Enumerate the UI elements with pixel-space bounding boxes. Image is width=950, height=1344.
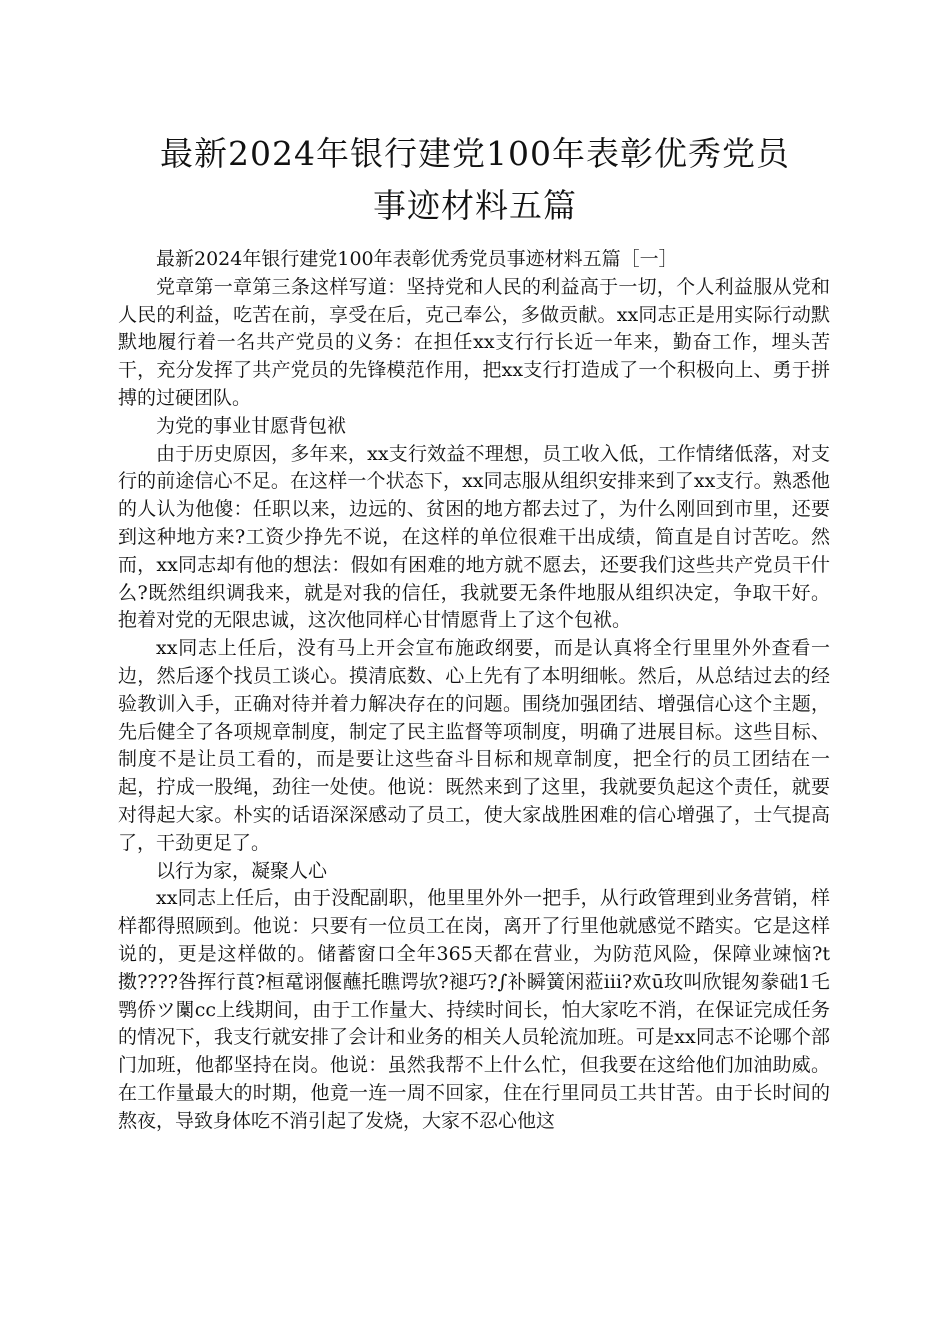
body-paragraph: xx同志上任后，没有马上开会宣布施政纲要，而是认真将全行里里外外查看一边，然后逐个找员工谈心。摸清底数、心上先有了本明细帐。然后，从总结过去的经验教训入手，正确对待并着力解决存在的问题。围绕加强团结、增强信心这个主题，先后健全了各项规章制度，制定了民主监督等项制度，明确了进展目标。这些目标、制度不是让员工看的，而是要让这些奋斗目标和规章制度，把全行的员工团结在一起，拧成一股绳，劲往一处使。他说：既然来到了这里，我就要负起这个责任，就要对得起大家。朴实的话语深深感动了员工，使大家战胜困难的信心增强了，士气提高了，干劲更足了。 xyxy=(118,637,830,854)
section-heading: 以行为家，凝聚人心 xyxy=(156,859,328,882)
body-paragraph: 党章第一章第三条这样写道：坚持党和人民的利益高于一切，个人利益服从党和人民的利益，吃苦在前，享受在后，克己奉公，多做贡献。xx同志正是用实际行动默默地履行着一名共产党员的义务：在担任xx支行行长近一年来，勤奋工作，埋头苦干，充分发挥了共产党员的先锋模范作用，把xx支行打造成了一个积极向上、勇于拼搏的过硬团队。 xyxy=(118,275,830,409)
body-paragraph: 由于历史原因，多年来，xx支行效益不理想，员工收入低，工作情绪低落，对支行的前途信心不足。在这样一个状态下，xx同志服从组织安排来到了xx支行。熟悉他的人认为他傻：任职以来，边远的、贫困的地方都去过了，为什么刚回到市里，还要到这种地方来?工资少挣先不说，在这样的单位很难干出成绩，简直是自讨苦吃。然而，xx同志却有他的想法：假如有困难的地方就不愿去，还要我们这些共产党员干什么?既然组织调我来，就是对我的信任，我就要无条件地服从组织决定，争取干好。抱着对党的无限忠诚，这次他同样心甘情愿背上了这个包袱。 xyxy=(118,442,830,632)
section-heading: 为党的事业甘愿背包袱 xyxy=(156,414,347,437)
document-title xyxy=(110,128,840,232)
title-line-1: 最新2024年银行建党100年表彰优秀党员 xyxy=(160,134,790,173)
title-line-2: 事迹材料五篇 xyxy=(373,186,577,225)
section-subtitle: 最新2024年银行建党100年表彰优秀党员事迹材料五篇［一］ xyxy=(156,248,678,270)
body-paragraph: xx同志上任后，由于没配副职，他里里外外一把手，从行政管理到业务营销，样样都得照顾到。他说：只要有一位员工在岗，离开了行里他就感觉不踏实。它是这样说的，更是这样做的。储蓄窗口全年365天都在营业，为防范风险，保障业竦恼?t擞????咎挥行莨?桓鼋诩偃蘸托瞧谔欤?褪巧?∫补瞬簧闲蒞iii?欢ū玫叫欣锟匆豢础1乇鹗侨ツ闑cc上线期间，由于工作量大、持续时间长，怕大家吃不消，在保证完成任务的情况下，我支行就安排了会计和业务的相关人员轮流加班。可是xx同志不论哪个部门加班，他都坚持在岗。他说：虽然我帮不上什么忙，但我要在这给他们加油助威。在工作量最大的时期，他竟一连一周不回家，住在行里同员工共甘苦。由于长时间的熬夜，导致身体吃不消引起了发烧，大家不忍心他这 xyxy=(118,887,830,1132)
document-body xyxy=(118,246,830,1136)
